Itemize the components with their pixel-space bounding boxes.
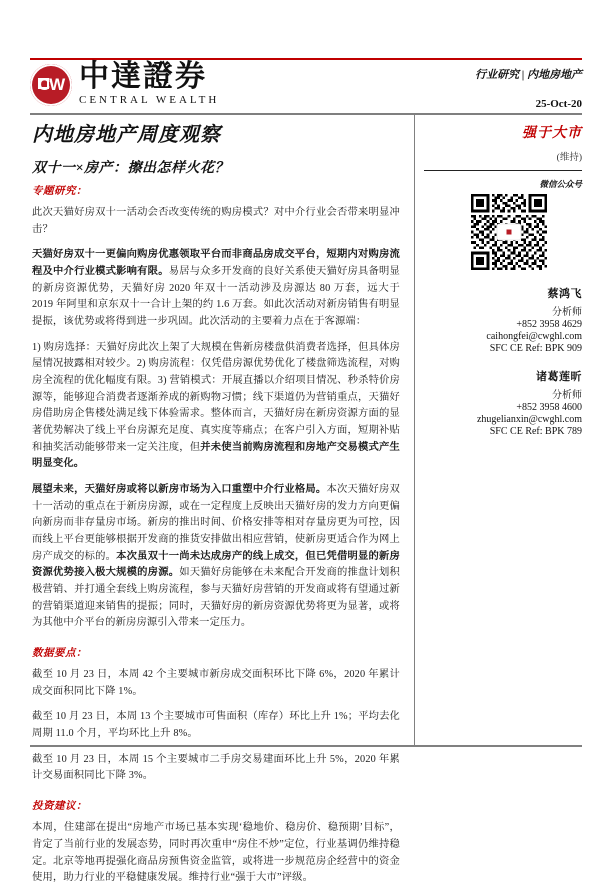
outlook-body-text: 本次天猫好房双十一活动的重点在于新房房源，或在一定程度上反映出天猫好房的发力方向更偏向新房而非存量房市场。新房的推出时间、价格安排等相对存量房更为可控，因而线上平台更能够根据开发商的推货安排做出相应营销，使新房更适合作为网上房产成交的标的。 [32, 484, 400, 562]
three-points-tail-bold: 并未使当前购房流程和房地产交易模式产生明显变化。 [32, 441, 400, 470]
page-title: 内地房地产周度观察 [32, 124, 221, 146]
three-points-text: 1) 购房选择：天猫好房此次上架了大规模在售新房楼盘供消费者选择，但具体房屋情况披露相对较少。2) 购房流程：仅凭借房源优势优化了楼盘筛选流程，对购房全流程的优化幅度有限。3) 营销模式：开展直播以介绍项目情况、秒杀特价房源等，能够迎合消费者逐渐养成的新购物习惯；线下渠道仍为营销重点，天猫好房借助房企售楼处满足线下体验需求。整体而言，天猫好房在新房资源方面的显著优势解决了线上平台房源充足度、真实度等痛点；在客户引入方面，短期补贴和抽奖活动能够带来一定关注度，但 [32, 341, 400, 453]
analyst-card [407, 285, 582, 354]
analyst-name: 蔡鸿飞 [547, 288, 582, 300]
logo-monogram: CW [37, 75, 65, 94]
special-topic-question: 此次天猫好房双十一活动会否改变传统的购房模式？对中介行业会否带来明显冲击？ [32, 207, 400, 235]
analyst-phone[interactable]: +852 3958 4600 [516, 402, 582, 413]
data-point-inventory: 截至 10 月 23 日，本周 13 个主要城市可售面积（库存）环比上升 1%；平均去化周期 11.0 个月，平均环比上升 8%。 [32, 711, 400, 740]
wechat-label: 微信公众号 [539, 179, 582, 189]
analyst-card [407, 368, 582, 437]
header-meta [382, 66, 582, 110]
page-subtitle: 双十一×房产：擦出怎样火花？ [32, 161, 229, 176]
data-point-new-home-sales: 截至 10 月 23 日，本周 42 个主要城市新房成交面积环比下降 6%，2020 年累计成交面积同比下降 1%。 [32, 669, 400, 697]
rating-panel [424, 122, 582, 190]
section-heading-investment-advice: 投资建议： [32, 801, 87, 813]
analyst-email[interactable]: zhugelianxin@cwghl.com [476, 414, 582, 425]
data-point-secondhand: 截至 10 月 23 日，本周 15 个主要城市二手房交易建面环比上升 5%，2020 年累计交易面积同比下降 3%。 [32, 753, 400, 782]
logo-mark-icon [30, 64, 72, 106]
outlook-tail-text: 如天猫好房能够在未来配合开发商的推盘计划积极营销、并打通全套线上购房流程，参与天猫好房营销的开发商或将有望通过新的营销渠道迎来销售的提振；同时，天猫好房的新房资源优势将更为显著，或将为其他中介平台的新房房源引入带来一定压力。 [32, 567, 400, 629]
rating-status: (维持) [556, 153, 582, 163]
analyst-role: 分析师 [552, 307, 582, 318]
analyst-license-ref: SFC CE Ref: BPK 789 [489, 426, 582, 437]
sector-label: 行业研究 | 内地房地产 [475, 69, 582, 81]
paragraph-body-text: 易居与众多开发商的良好关系使天猫好房具备明显的新房资源优势，天猫好房 2020 年双十一活动涉及房源达 80 万套，远大于 2019 年阿里和京东双十一合计上架的约 1.6 万套。如此次活动对新房销售有明显提振，该优势或将得到进一步巩固。此次活动的主要着力点在于客源端： [32, 266, 400, 328]
header-divider-rule [30, 113, 582, 115]
paragraph-three-points [32, 340, 400, 473]
analyst-name: 诸葛莲昕 [536, 371, 582, 383]
company-logo [30, 62, 219, 106]
section-heading-data-points: 数据要点： [32, 648, 87, 660]
outlook-lead-bold: 展望未来，天猫好房或将以新房市场为入口重塑中介行业格局。 [32, 484, 327, 496]
outlook-mid-bold: 本次虽双十一尚未达成房产的线上成交，但已凭借明显的新房资源优势接入极大规模的房源。 [32, 550, 400, 579]
qr-center-logo [497, 224, 522, 241]
paragraph-lead-bold: 天猫好房双十一更偏向购房优惠领取平台而非商品房成交平台，短期内对购房流程及中介行业模式影响有限。 [32, 249, 400, 278]
paragraph-outlook [32, 482, 400, 632]
main-body-column [32, 183, 400, 887]
title-block [32, 123, 402, 177]
section-heading-special-topic: 专题研究： [32, 186, 87, 197]
rating-value: 强于大市 [522, 126, 582, 141]
report-date: 25-Oct-20 [535, 98, 582, 110]
rating-divider [424, 170, 582, 171]
wechat-qr-code[interactable] [471, 194, 547, 270]
logo-english-name: CENTRAL WEALTH [79, 94, 220, 106]
analyst-phone[interactable]: +852 3958 4629 [516, 319, 582, 330]
analyst-license-ref: SFC CE Ref: BPK 909 [489, 343, 582, 354]
analyst-email[interactable]: caihongfei@cwghl.com [486, 331, 582, 342]
paragraph-tmall-overview [32, 247, 400, 330]
logo-chinese-name: 中達證券 [79, 60, 207, 93]
investment-advice-text: 本周，住建部在提出“房地产市场已基本实现‘稳地价、稳房价、稳预期’目标”，肯定了当前行业的发展态势，同时再次重申“房住不炒”定位，行业基调仍维持稳定。北京等地再提强化商品房预售资金监管，或将进一步规范房企经营中的资金使用，助力行业的平稳健康发展。维持行业“强于大市”评级。 [32, 822, 400, 884]
analyst-role: 分析师 [552, 390, 582, 401]
